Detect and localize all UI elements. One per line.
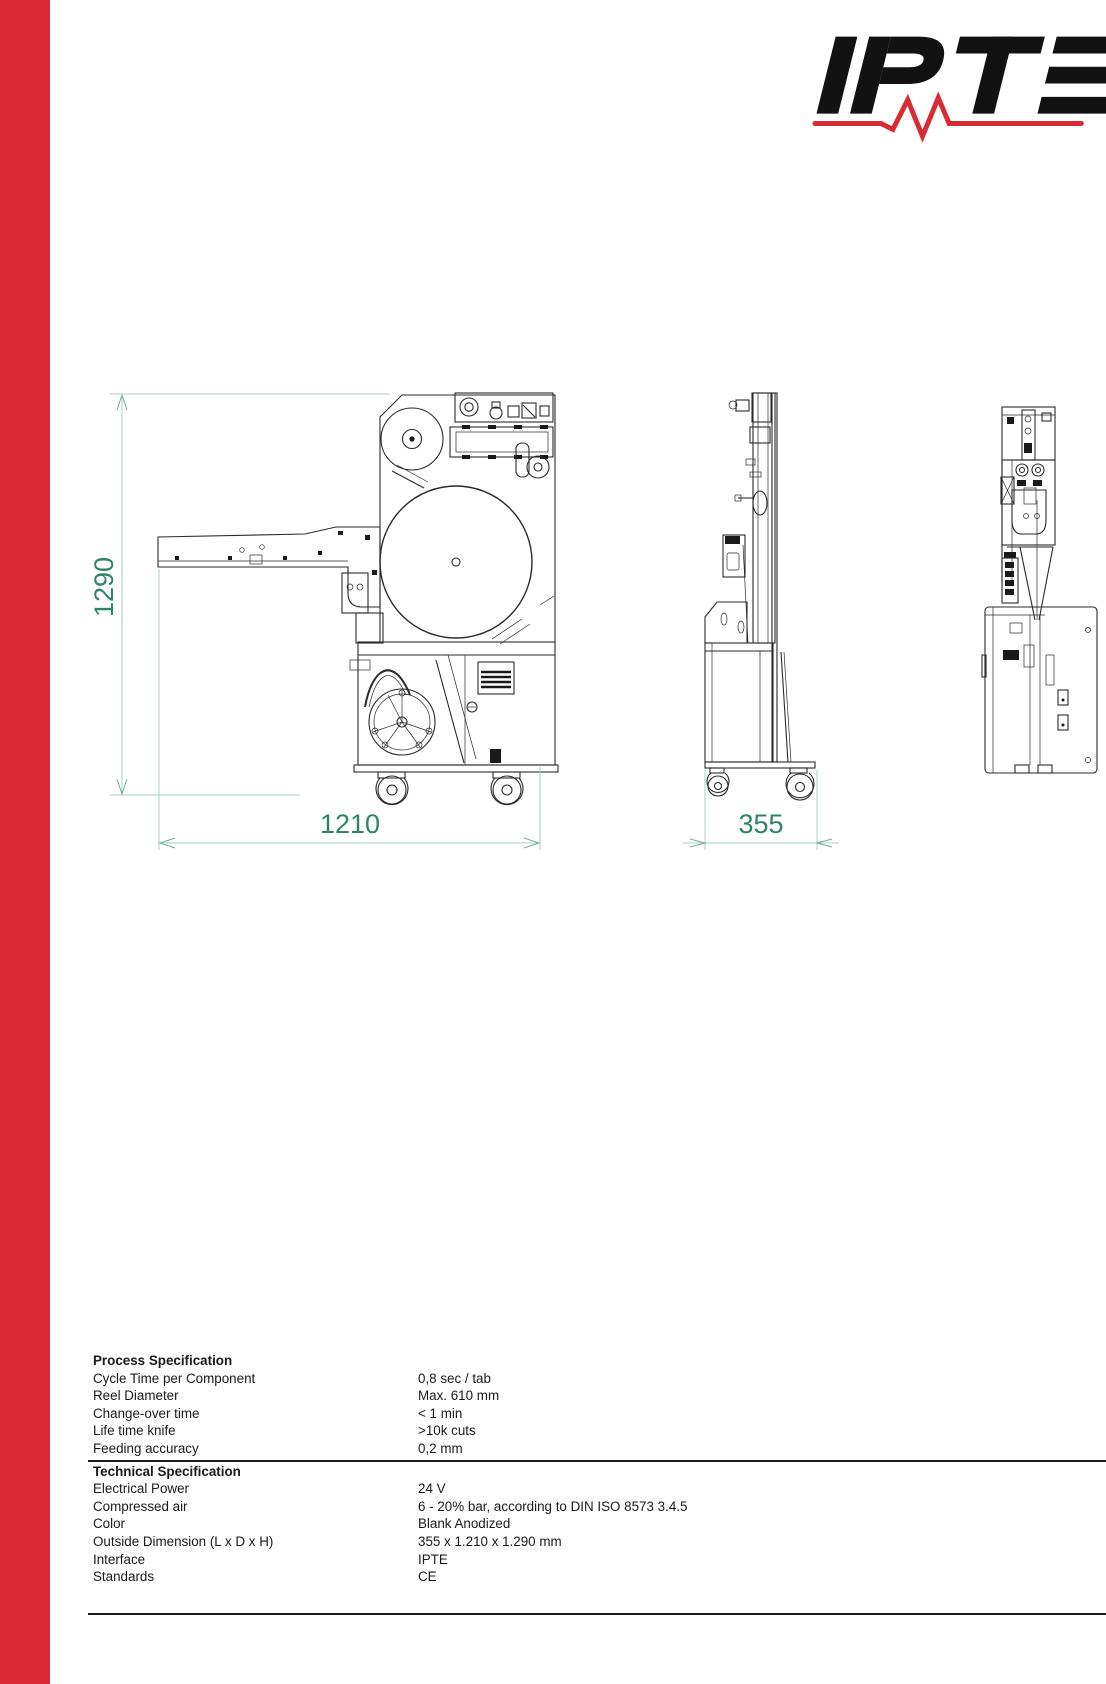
table-row: [88, 1387, 1106, 1405]
spec-label: Feeding accuracy: [93, 1440, 199, 1456]
footer-rule: [88, 1613, 1106, 1615]
caster-icon: [491, 772, 523, 805]
technical-spec-title: Technical Specification: [93, 1463, 241, 1479]
spec-table: [88, 1352, 1106, 1586]
spec-label: Change-over time: [93, 1405, 200, 1421]
spec-label: Electrical Power: [93, 1481, 189, 1497]
process-spec-title: Process Specification: [93, 1353, 233, 1368]
front-view: [158, 393, 558, 805]
spec-value: 0,2 mm: [418, 1440, 463, 1456]
spec-label: Life time knife: [93, 1423, 176, 1439]
table-row: [88, 1551, 1106, 1569]
spec-value: 24 V: [418, 1481, 446, 1497]
spec-value: < 1 min: [418, 1405, 463, 1421]
spec-value: 6 - 20% bar, according to DIN ISO 8573 3.4.5: [418, 1498, 688, 1514]
spec-label: Interface: [93, 1551, 146, 1567]
ipte-logo: [810, 30, 1106, 142]
table-row: [88, 1370, 1106, 1388]
spec-value: 355 x 1.210 x 1.290 mm: [418, 1533, 562, 1549]
side-view: [705, 393, 815, 800]
table-row: [88, 1440, 1106, 1458]
dim-label-1290: 1290: [89, 556, 119, 618]
spec-value: Max. 610 mm: [418, 1388, 500, 1404]
spec-value: 0,8 sec / tab: [418, 1370, 491, 1386]
spec-label: Cycle Time per Component: [93, 1370, 256, 1386]
caster-icon: [376, 772, 408, 805]
spec-label: Standards: [93, 1569, 155, 1585]
dimension-width: [683, 770, 839, 850]
ipte-logo-icon: [810, 30, 1106, 142]
table-row: [88, 1422, 1106, 1440]
spec-value: IPTE: [418, 1551, 448, 1567]
table-row: [88, 1568, 1106, 1586]
side-view-2: [982, 407, 1097, 773]
dimension-height: [89, 394, 390, 795]
dim-label-355: 355: [738, 809, 784, 839]
table-row: [88, 1515, 1106, 1533]
spec-label: Color: [93, 1516, 125, 1532]
spec-label: Reel Diameter: [93, 1388, 179, 1404]
table-row: [88, 1533, 1106, 1551]
spec-label: Outside Dimension (L x D x H): [93, 1533, 274, 1549]
spec-value: Blank Anodized: [418, 1516, 511, 1532]
dimension-depth: [159, 569, 540, 850]
section-divider: [88, 1460, 1106, 1462]
machine-drawing: [0, 355, 1106, 875]
spec-value: >10k cuts: [418, 1423, 476, 1439]
table-row: [88, 1498, 1106, 1516]
table-row: [88, 1405, 1106, 1423]
spec-value: CE: [418, 1569, 437, 1585]
machine-drawing-svg: [0, 355, 1106, 875]
table-row: [88, 1480, 1106, 1498]
dim-label-1210: 1210: [319, 809, 381, 839]
spec-label: Compressed air: [93, 1498, 188, 1514]
